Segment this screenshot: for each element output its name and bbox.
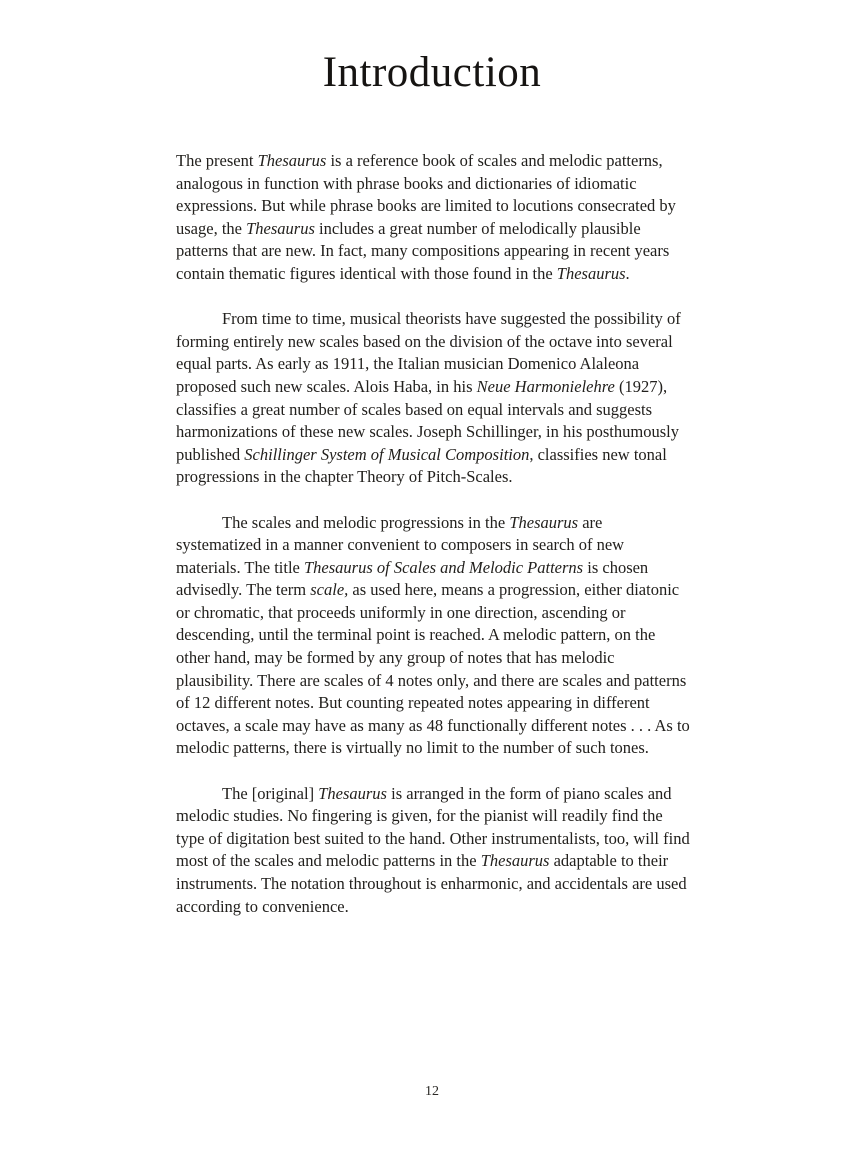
italic-text: Thesaurus — [318, 783, 387, 803]
text-segment: adaptable to their instruments. The notation throughout is enharmonic, and accidentals are used according to convenience. — [176, 851, 687, 916]
italic-text: scale, — [310, 580, 349, 600]
paragraph — [176, 783, 690, 919]
text-segment: (1927), classifies a great number of scales based on equal intervals and suggests harmonizations of these new scales. Joseph Schillinger, in his posthumously published — [176, 376, 679, 464]
italic-text: Thesaurus — [246, 218, 315, 238]
paragraph — [176, 150, 690, 286]
text-segment: From time to time, musical theorists have suggested the possibility of forming entirely new scales based on the division of the octave into several equal parts. As early as 1911, the Italian musician Domenico Alaleona proposed such new scales. Alois Haba, in his — [176, 309, 681, 396]
text-segment: is a reference book of scales and melodic patterns, analogous in function with phrase books and dictionaries of idiomatic expressions. But while phrase books are limited to locutions consecrated by usage, the — [176, 151, 676, 238]
paragraph — [176, 512, 690, 761]
italic-text: Neue Harmonielehre — [476, 376, 615, 396]
text-segment: are systematized in a manner convenient to composers in search of new materials. The title — [176, 512, 625, 577]
italic-text: Thesaurus of Scales and Melodic Patterns — [304, 557, 584, 577]
page-number: 12 — [425, 1084, 439, 1099]
italic-text: Schillinger System of Musical Composition — [244, 444, 530, 464]
text-segment: The present — [176, 151, 258, 170]
text-segment: The [original] — [222, 783, 319, 803]
italic-text: Thesaurus — [257, 151, 327, 170]
text-segment: , classifies new tonal progressions in the chapter Theory of Pitch-Scales. — [176, 444, 667, 487]
text-segment: as used here, means a progression, either diatonic or chromatic, that proceeds uniformly in one direction, ascending or descending, until the terminal point is reached. A melodic pattern, on the other hand, may be formed by any group of notes that has melodic plausibility. There are scales of 4 notes only, and there are scales and patterns of 12 different notes. But counting repeated notes appearing in different octaves, a scale may have as many as 48 functionally different notes . . . As to melodic patterns, there is virtually no limit to the number of such tones. — [176, 580, 690, 758]
body-text — [176, 150, 690, 941]
text-segment: . — [625, 263, 630, 283]
page-title: Introduction — [322, 49, 542, 96]
paragraph — [176, 308, 690, 489]
text-segment: is arranged in the form of piano scales and melodic studies. No fingering is given, for the pianist will readily find the type of digitation best suited to the hand. Other instrumentalists, too, will find most of the scales and melodic patterns in the — [176, 783, 690, 871]
text-segment: The scales and melodic progressions in the — [222, 512, 510, 532]
italic-text: Thesaurus — [480, 851, 550, 871]
text-segment: includes a great number of melodically plausible patterns that are new. In fact, many compositions appearing in recent years contain thematic figures identical with those found in the — [176, 218, 670, 283]
italic-text: Thesaurus — [509, 512, 579, 532]
text-segment: is chosen advisedly. The term — [176, 557, 649, 600]
italic-text: Thesaurus — [556, 263, 626, 283]
